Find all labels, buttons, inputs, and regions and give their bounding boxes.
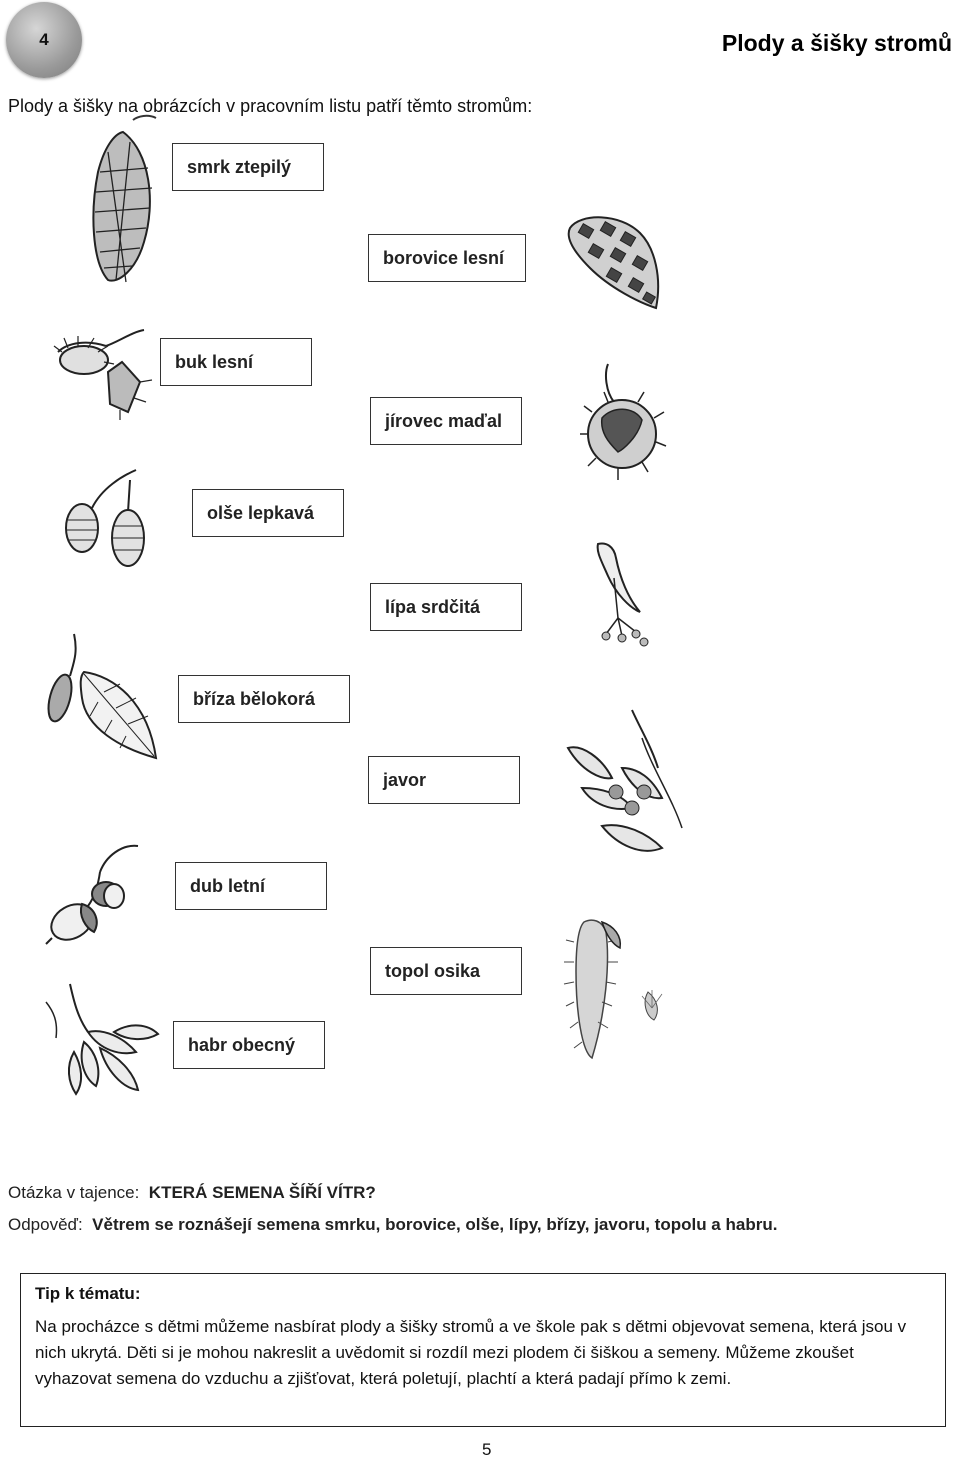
answer-text: Větrem se roznášejí semena smrku, borovice, olše, lípy, břízy, javoru, topolu a habru. [92, 1215, 778, 1234]
label-lipa: lípa srdčitá [370, 583, 522, 631]
label-olse: olše lepkavá [192, 489, 344, 537]
page-title: Plody a šišky stromů [721, 30, 952, 56]
linden-fruit-icon [590, 538, 660, 650]
label-javor: javor [368, 756, 520, 804]
alder-cone-icon [52, 468, 162, 578]
birch-catkin-leaf-icon [44, 632, 164, 764]
label-buk: buk lesní [160, 338, 312, 386]
beech-nut-icon [48, 322, 160, 422]
pine-cone-icon [560, 208, 670, 318]
label-smrk: smrk ztepilý [172, 143, 324, 191]
label-briza: bříza bělokorá [178, 675, 350, 723]
spruce-cone-icon [78, 112, 168, 292]
intro-text: Plody a šišky na obrázcích v pracovním listu patří těmto stromům: [8, 96, 533, 116]
aspen-catkin-icon [562, 912, 672, 1064]
answer-line [8, 1215, 777, 1235]
hornbeam-fruit-icon [44, 982, 160, 1098]
horse-chestnut-icon [578, 362, 668, 482]
maple-seed-icon [562, 708, 686, 860]
tip-box [20, 1273, 946, 1427]
page-number: 5 [482, 1440, 492, 1459]
label-topol: topol osika [370, 947, 522, 995]
label-jirovec: jírovec maďal [370, 397, 522, 445]
question-prefix: Otázka v tajence: [8, 1183, 140, 1202]
answer-prefix: Odpověď: [8, 1215, 83, 1234]
label-borovice: borovice lesní [368, 234, 526, 282]
page-badge: 4 [6, 2, 82, 78]
question-text: KTERÁ SEMENA ŠÍŘÍ VÍTR? [148, 1183, 376, 1202]
question-line [8, 1183, 376, 1203]
tip-title: Tip k tématu: [35, 1284, 141, 1303]
label-dub: dub letní [175, 862, 327, 910]
label-habr: habr obecný [173, 1021, 325, 1069]
acorn-icon [42, 842, 142, 948]
tip-text: Na procházce s dětmi můžeme nasbírat plody a šišky stromů a ve škole pak s dětmi objevovat semena, která jsou v nich ukrytá. Děti si je mohou nakreslit a uvědomit si rozdíl mezi plodem či šiškou a semeny. Můžeme zkoušet vyhazovat semena do vzduchu a zjišťovat, která poletují, plachtí a která padají přímo k zemi. [35, 1317, 907, 1388]
